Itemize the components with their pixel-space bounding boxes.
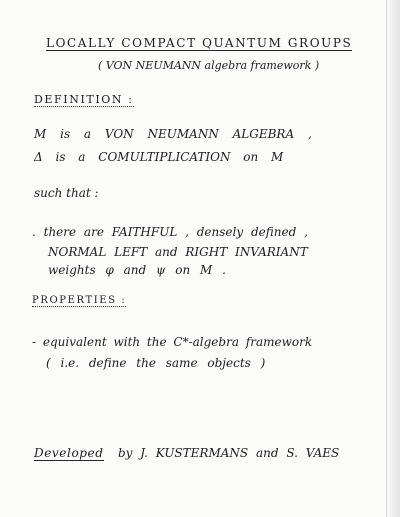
authors-line: by J. KUSTERMANS and S. VAES bbox=[118, 446, 340, 460]
properties-heading: PROPERTIES : bbox=[32, 295, 127, 306]
definition-line-1: M is a VON NEUMANN ALGEBRA , bbox=[34, 127, 312, 141]
definition-bullet-line-3: weights φ and ψ on M . bbox=[48, 263, 226, 277]
definition-bullet-line-2: NORMAL LEFT and RIGHT INVARIANT bbox=[48, 245, 308, 259]
page-edge-shadow bbox=[386, 0, 400, 517]
page-subtitle: ( VON NEUMANN algebra framework ) bbox=[98, 59, 320, 72]
properties-line-2: ( i.e. define the same objects ) bbox=[46, 356, 266, 370]
properties-line-1: - equivalent with the C*-algebra framework bbox=[32, 335, 313, 349]
definition-heading: DEFINITION : bbox=[34, 93, 134, 106]
developed-label: Developed bbox=[34, 446, 104, 460]
definition-bullet-line-1: . there are FAITHFUL , densely defined , bbox=[32, 225, 308, 239]
page-title: LOCALLY COMPACT QUANTUM GROUPS bbox=[46, 36, 353, 50]
such-that-text: such that : bbox=[34, 186, 99, 200]
definition-line-2: Δ is a COMULTIPLICATION on M bbox=[34, 150, 284, 164]
